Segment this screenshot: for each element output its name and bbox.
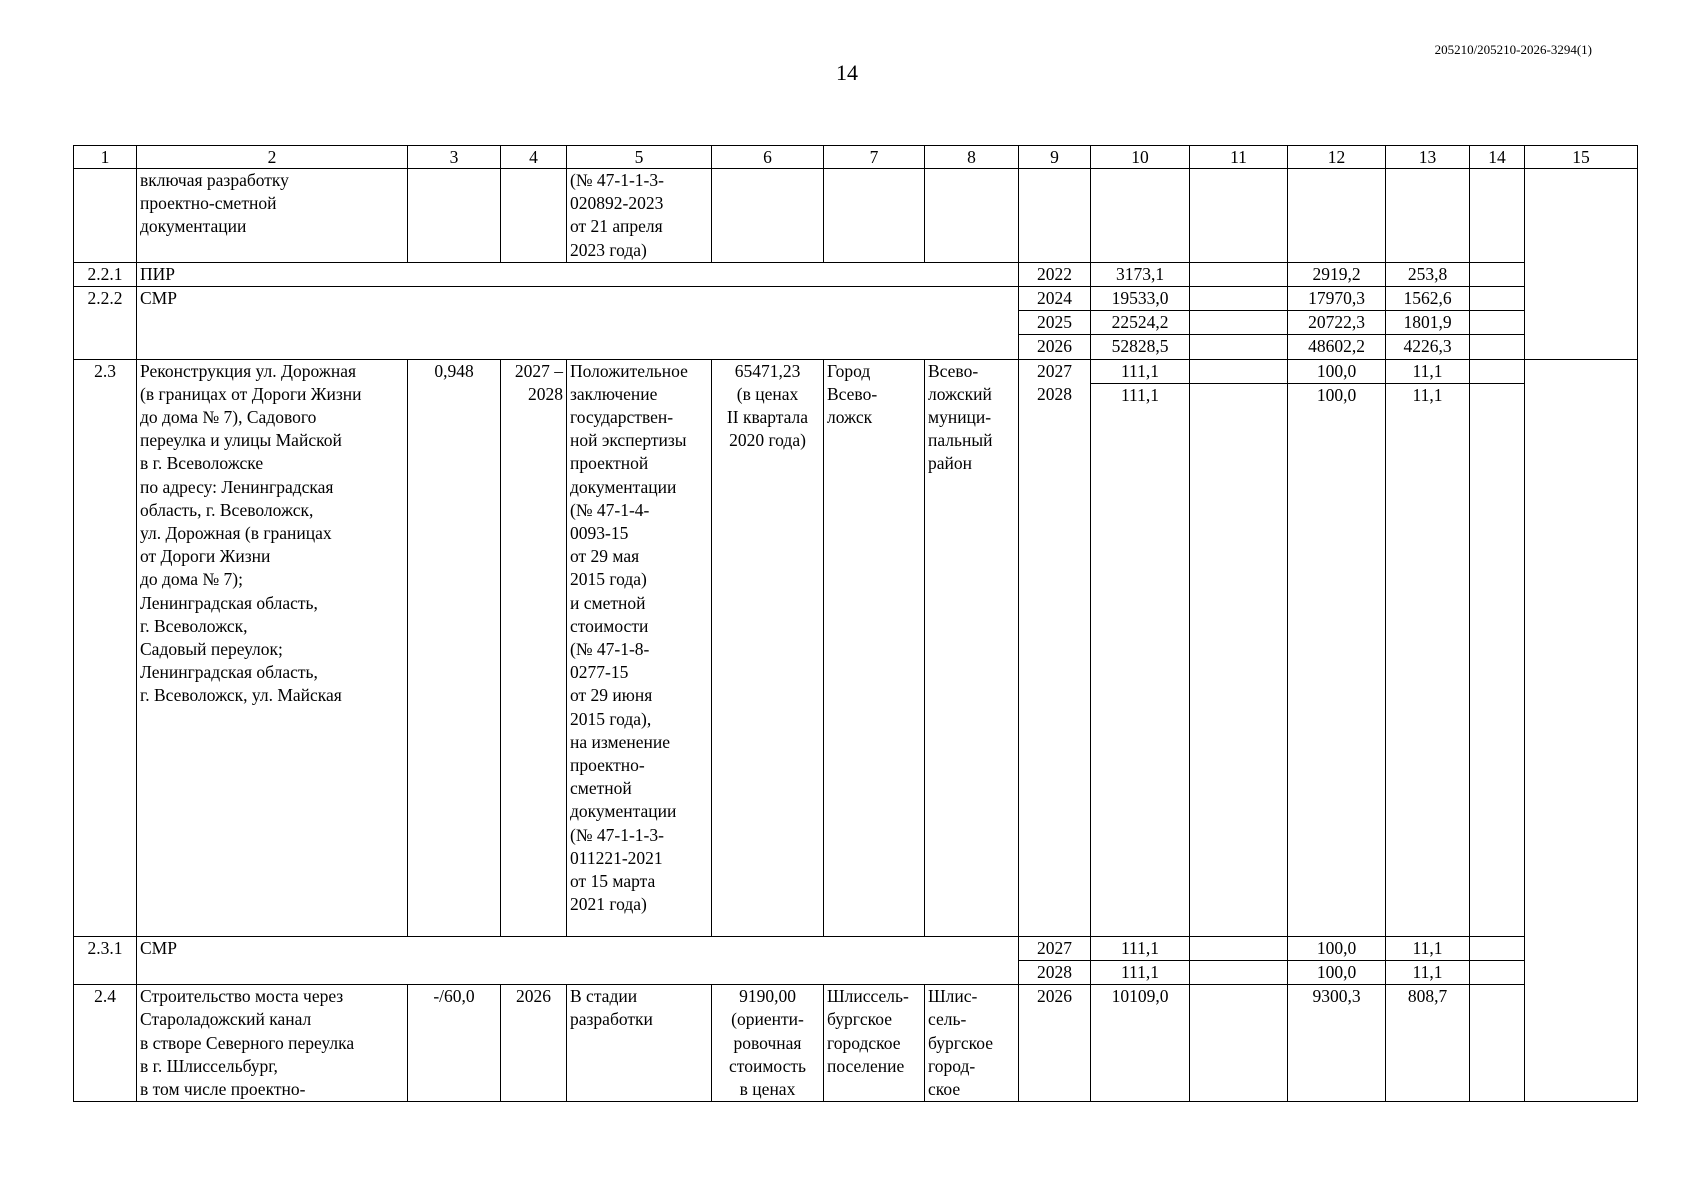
document-basis: В стадии разработки xyxy=(567,985,712,1102)
district-cell: Шлис- сель- бургское город- ское xyxy=(925,985,1019,1102)
document-basis: (№ 47-1-1-3- 020892-2023 от 21 апреля 2023 года) xyxy=(567,169,712,263)
year-cell: 2025 xyxy=(1019,311,1091,335)
column-header: 13 xyxy=(1386,146,1470,169)
column-header: 6 xyxy=(712,146,824,169)
year-cell: 2022 xyxy=(1019,262,1091,286)
object-name: включая разработку проектно-сметной документации xyxy=(137,169,408,263)
column-header: 11 xyxy=(1190,146,1288,169)
column-header: 15 xyxy=(1525,146,1638,169)
year-cell: 2024 xyxy=(1019,287,1091,311)
column-header: 1 xyxy=(74,146,137,169)
row-label: СМР xyxy=(137,936,1019,984)
total-cell: 111,1 xyxy=(1091,359,1190,383)
column-header: 8 xyxy=(925,146,1019,169)
year-cell: 2027 xyxy=(1019,359,1091,383)
document-basis: Положительное заключение государствен- ной экспертизы проектной документации (№ 47-1-4- 0093-15 от 29 мая 2015 года) и сметной стоимости (№ 47-1-8- 0277-15 от 29 июня 2015 года), на изменение проектно- сметной документации (№ 47-1-1-3- 011221-2021 от 15 марта 2021 года) xyxy=(567,359,712,936)
regional-cell: 100,0 xyxy=(1288,383,1386,936)
table-row xyxy=(74,936,1638,960)
total-cell: 111,1 xyxy=(1091,383,1190,936)
regional-cell: 100,0 xyxy=(1288,961,1386,985)
column-header: 7 xyxy=(824,146,925,169)
local-cell: 808,7 xyxy=(1386,985,1470,1102)
capacity-cell: -/60,0 xyxy=(408,985,501,1102)
column-header: 14 xyxy=(1470,146,1525,169)
location-cell: Город Всево- ложск xyxy=(824,359,925,936)
object-name: Строительство моста через Староладожский канал в створе Северного переулка в г. Шлиссельбург, в том числе проектно- xyxy=(137,985,408,1102)
year-cell: 2026 xyxy=(1019,985,1091,1102)
local-cell: 11,1 xyxy=(1386,383,1470,936)
table-row xyxy=(74,287,1638,311)
page-number: 14 xyxy=(836,60,858,85)
period-cell: 2027 – 2028 xyxy=(501,359,567,936)
regional-cell: 17970,3 xyxy=(1288,287,1386,311)
column-header: 5 xyxy=(567,146,712,169)
row-label: СМР xyxy=(137,287,1019,360)
object-name: Реконструкция ул. Дорожная (в границах от Дороги Жизни до дома № 7), Садового переулка и улицы Майской в г. Всеволожске по адресу: Ленинградская область, г. Всеволожск, ул. Дорожная (в границах от Дороги Жизни до дома № 7); Ленинградская область, г. Всеволожск, Садовый переулок; Ленинградская область, г. Всеволожск, ул. Майская xyxy=(137,359,408,936)
local-cell: 11,1 xyxy=(1386,359,1470,383)
column-header: 9 xyxy=(1019,146,1091,169)
local-cell: 1562,6 xyxy=(1386,287,1470,311)
capacity-cell: 0,948 xyxy=(408,359,501,936)
total-cell: 111,1 xyxy=(1091,961,1190,985)
regional-cell: 100,0 xyxy=(1288,936,1386,960)
total-cell: 3173,1 xyxy=(1091,262,1190,286)
local-cell: 253,8 xyxy=(1386,262,1470,286)
regional-cell: 9300,3 xyxy=(1288,985,1386,1102)
year-cell: 2027 xyxy=(1019,936,1091,960)
year-cell: 2026 xyxy=(1019,335,1091,359)
column-header: 3 xyxy=(408,146,501,169)
regional-cell: 48602,2 xyxy=(1288,335,1386,359)
program-table xyxy=(73,145,1638,1102)
year-cell: 2028 xyxy=(1019,961,1091,985)
total-cell: 52828,5 xyxy=(1091,335,1190,359)
table-row xyxy=(74,985,1638,1102)
row-number: 2.4 xyxy=(74,985,137,1102)
regional-cell: 2919,2 xyxy=(1288,262,1386,286)
regional-cell: 20722,3 xyxy=(1288,311,1386,335)
row-number: 2.2.2 xyxy=(74,287,137,360)
row-number: 2.2.1 xyxy=(74,262,137,286)
column-header: 2 xyxy=(137,146,408,169)
estimated-cost: 9190,00 (ориенти- ровочная стоимость в ценах xyxy=(712,985,824,1102)
row-number: 2.3 xyxy=(74,359,137,936)
document-id: 205210/205210-2026-3294(1) xyxy=(1434,42,1592,57)
column-numbers-row xyxy=(74,146,1638,169)
estimated-cost: 65471,23 (в ценах II квартала 2020 года) xyxy=(712,359,824,936)
table-row xyxy=(74,359,1638,383)
location-cell: Шлиссель- бургское городское поселение xyxy=(824,985,925,1102)
row-number: 2.3.1 xyxy=(74,936,137,984)
column-header: 12 xyxy=(1288,146,1386,169)
column-header: 4 xyxy=(501,146,567,169)
total-cell: 19533,0 xyxy=(1091,287,1190,311)
local-cell: 4226,3 xyxy=(1386,335,1470,359)
table-row xyxy=(74,169,1638,263)
total-cell: 111,1 xyxy=(1091,936,1190,960)
period-cell: 2026 xyxy=(501,985,567,1102)
total-cell: 10109,0 xyxy=(1091,985,1190,1102)
total-cell: 22524,2 xyxy=(1091,311,1190,335)
local-cell: 11,1 xyxy=(1386,961,1470,985)
district-cell: Всево- ложский муници- пальный район xyxy=(925,359,1019,936)
column-header: 10 xyxy=(1091,146,1190,169)
table-row xyxy=(74,262,1638,286)
local-cell: 11,1 xyxy=(1386,936,1470,960)
regional-cell: 100,0 xyxy=(1288,359,1386,383)
row-label: ПИР xyxy=(137,262,1019,286)
local-cell: 1801,9 xyxy=(1386,311,1470,335)
year-cell: 2028 xyxy=(1019,383,1091,936)
